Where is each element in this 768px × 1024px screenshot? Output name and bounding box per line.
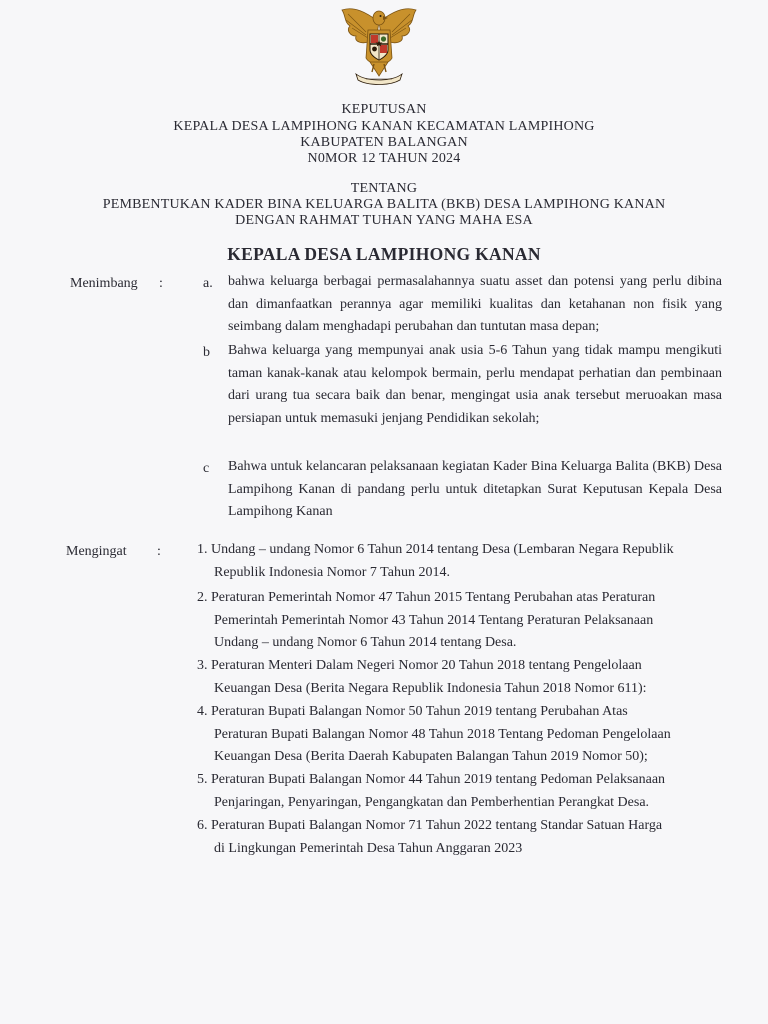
- item-text: Peraturan Menteri Dalam Negeri Nomor 20 Tahun 2018 tentang Pengelolaan: [211, 658, 642, 673]
- garuda-emblem-icon: [336, 2, 422, 86]
- item-text: Peraturan Bupati Balangan Nomor 50 Tahun 2019 tentang Perubahan Atas: [211, 704, 628, 719]
- decree-type: KEPUTUSAN: [341, 102, 427, 117]
- mengingat-item-5: [197, 769, 665, 814]
- item-text: di Lingkungan Pemerintah Desa Tahun Anggaran 2023: [214, 840, 523, 856]
- item-text: Republik Indonesia Nomor 7 Tahun 2014.: [214, 564, 450, 580]
- decree-subject: PEMBENTUKAN KADER BINA KELUARGA BALITA (BKB) DESA LAMPIHONG KANAN: [102, 197, 666, 212]
- mengingat-item-2: [197, 587, 655, 655]
- item-text: Peraturan Pemerintah Nomor 47 Tahun 2015 Tentang Perubahan atas Peraturan: [211, 590, 656, 605]
- official-title: KEPALA DESA LAMPIHONG KANAN: [227, 244, 541, 264]
- issuer-line: KEPALA DESA LAMPIHONG KANAN KECAMATAN LAMPIHONG: [173, 119, 595, 134]
- menimbang-marker-b: b: [203, 345, 210, 360]
- menimbang-marker-a: a.: [203, 276, 213, 291]
- item-text: Peraturan Bupati Balangan Nomor 71 Tahun 2022 tentang Standar Satuan Harga: [211, 818, 663, 833]
- mengingat-colon: :: [157, 544, 161, 559]
- mengingat-item-1: [197, 539, 674, 584]
- item-number: 1.: [197, 542, 208, 557]
- item-text: Keuangan Desa (Berita Negara Republik Indonesia Tahun 2018 Nomor 611):: [214, 680, 647, 696]
- item-number: 2.: [197, 590, 208, 605]
- menimbang-label: Menimbang: [70, 276, 138, 291]
- item-text: Undang – undang Nomor 6 Tahun 2014 tentang Desa.: [214, 635, 517, 651]
- decree-number: N0MOR 12 TAHUN 2024: [307, 151, 461, 166]
- item-text: Undang – undang Nomor 6 Tahun 2014 tentang Desa (Lembaran Negara Republik: [211, 542, 674, 557]
- menimbang-item-b: Bahwa keluarga yang mempunyai anak usia 5-6 Tahun yang tidak mampu mengikuti taman kanak-kanak atau kelompok bermain, perlu mendapat perhatian dan pembinaan dari urang tua secara baik dan benar, mengingat usia anak tersebut meruoakan masa persiapan untuk memasuki jenjang Pendidikan sekolah;: [228, 343, 722, 427]
- mengingat-item-4: [197, 701, 671, 769]
- item-number: 6.: [197, 818, 208, 833]
- about-label: TENTANG: [350, 181, 418, 196]
- item-number: 3.: [197, 658, 208, 673]
- menimbang-colon: :: [159, 276, 163, 291]
- regency-line: KABUPATEN BALANGAN: [300, 135, 468, 150]
- invocation-line: DENGAN RAHMAT TUHAN YANG MAHA ESA: [235, 213, 533, 228]
- item-number: 4.: [197, 704, 208, 719]
- item-text: Peraturan Bupati Balangan Nomor 44 Tahun 2019 tentang Pedoman Pelaksanaan: [211, 772, 666, 787]
- item-text: Pemerintah Pemerintah Nomor 43 Tahun 2014 Tentang Peraturan Pelaksanaan: [214, 612, 654, 628]
- menimbang-item-c: Bahwa untuk kelancaran pelaksanaan kegiatan Kader Bina Keluarga Balita (BKB) Desa Lampihong Kanan di pandang perlu untuk ditetapkan Surat Keputusan Kepala Desa Lampihong Kanan: [228, 459, 722, 520]
- item-text: Keuangan Desa (Berita Daerah Kabupaten Balangan Tahun 2019 Nomor 50);: [214, 749, 648, 765]
- mengingat-label: Mengingat: [66, 544, 127, 559]
- item-number: 5.: [197, 772, 208, 787]
- menimbang-item-a: bahwa keluarga berbagai permasalahannya suatu asset dan potensi yang perlu dibina dan dimanfaatkan perannya agar memiliki kualitas dan ketahanan non fisik yang seimbang dalam menghadapi perubahan dan tuntutan masa depan;: [228, 274, 722, 335]
- mengingat-item-6: [197, 815, 662, 860]
- mengingat-item-3: [197, 655, 647, 700]
- menimbang-marker-c: c: [203, 461, 210, 476]
- item-text: Penjaringan, Penyaringan, Pengangkatan dan Pemberhentian Perangkat Desa.: [214, 794, 650, 810]
- item-text: Peraturan Bupati Balangan Nomor 48 Tahun 2018 Tentang Pedoman Pengelolaan: [214, 726, 671, 742]
